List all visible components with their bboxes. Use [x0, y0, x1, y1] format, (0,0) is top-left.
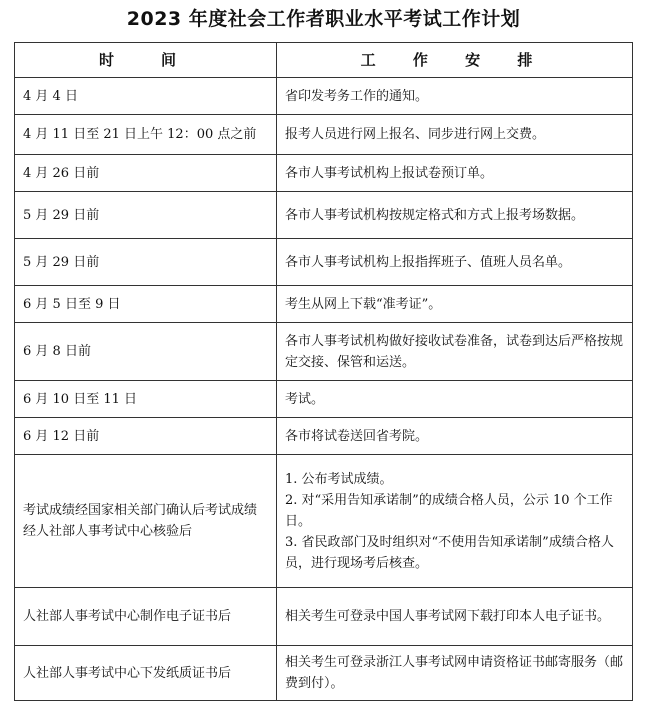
schedule-table [14, 42, 633, 701]
table-row [15, 115, 633, 155]
task-item: 2. 对“采用告知承诺制”的成绩合格人员，公示 10 个工作日。 [285, 492, 613, 529]
row-task [277, 418, 633, 455]
task-item: 各市人事考试机构按规定格式和方式上报考场数据。 [285, 207, 585, 223]
task-item: 相关考生可登录浙江人事考试网申请资格证书邮寄服务（邮费到付）。 [285, 655, 624, 691]
header-time: 时 间 [15, 43, 277, 78]
row-time: 6 月 10 日至 11 日 [15, 381, 277, 418]
row-task [277, 115, 633, 155]
row-task [277, 455, 633, 588]
header-task: 工 作 安 排 [277, 43, 633, 78]
task-item: 各市人事考试机构做好接收试卷准备，试卷到达后严格按规定交接、保管和运送。 [285, 333, 624, 370]
table-row [15, 78, 633, 115]
row-task [277, 78, 633, 115]
table-row [15, 192, 633, 239]
row-time: 4 月 4 日 [15, 78, 277, 115]
row-time: 6 月 8 日前 [15, 323, 277, 381]
task-item: 报考人员进行网上报名、同步进行网上交费。 [285, 127, 546, 142]
task-item: 省印发考务工作的通知。 [285, 88, 429, 104]
table-row [15, 155, 633, 192]
table-row [15, 286, 633, 323]
task-item: 1. 公布考试成绩。 [285, 471, 393, 487]
row-task [277, 192, 633, 239]
task-item: 各市将试卷送回省考院。 [285, 428, 429, 444]
row-task [277, 588, 633, 646]
row-time: 6 月 5 日至 9 日 [15, 286, 277, 323]
row-time: 5 月 29 日前 [15, 239, 277, 286]
table-row [15, 239, 633, 286]
row-task [277, 646, 633, 701]
row-task [277, 381, 633, 418]
table-row [15, 381, 633, 418]
task-item: 3. 省民政部门及时组织对“不使用告知承诺制”成绩合格人员，进行现场考后核查。 [285, 534, 614, 571]
row-time: 人社部人事考试中心下发纸质证书后 [15, 646, 277, 701]
row-time: 4 月 11 日至 21 日上午 12：00 点之前 [15, 115, 277, 155]
row-time: 6 月 12 日前 [15, 418, 277, 455]
table-row [15, 646, 633, 701]
row-task [277, 323, 633, 381]
table-row [15, 588, 633, 646]
task-item: 考试。 [285, 391, 325, 407]
row-time: 4 月 26 日前 [15, 155, 277, 192]
row-task [277, 155, 633, 192]
task-item: 各市人事考试机构上报指挥班子、值班人员名单。 [285, 254, 572, 270]
task-item: 考生从网上下载“准考证”。 [285, 296, 442, 312]
table-row [15, 323, 633, 381]
row-task [277, 239, 633, 286]
task-item: 相关考生可登录中国人事考试网下载打印本人电子证书。 [285, 609, 611, 624]
row-task [277, 286, 633, 323]
row-time: 5 月 29 日前 [15, 192, 277, 239]
table-row [15, 418, 633, 455]
table-row [15, 455, 633, 588]
table-header-row [15, 43, 633, 78]
page-title: 2023 年度社会工作者职业水平考试工作计划 [126, 8, 521, 30]
row-time: 考试成绩经国家相关部门确认后考试成绩经人社部人事考试中心核验后 [15, 455, 277, 588]
row-time: 人社部人事考试中心制作电子证书后 [15, 588, 277, 646]
task-item: 各市人事考试机构上报试卷预订单。 [285, 165, 494, 181]
